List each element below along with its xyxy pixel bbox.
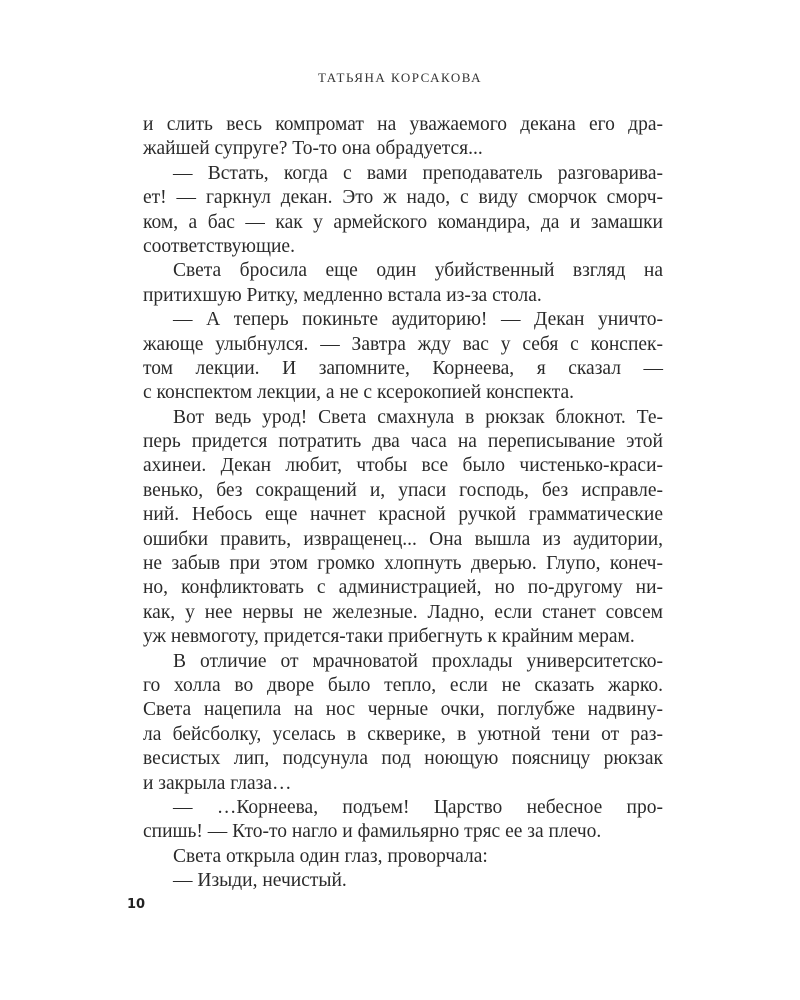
text-line: Вот ведь урод! Света смахнула в рюкзак блокнот. Те- — [173, 406, 663, 428]
text-line: го холла во дворе было тепло, если не сказать жарко. — [143, 674, 663, 696]
text-line: том лекции. И запомните, Корнеева, я сказал — — [143, 357, 663, 379]
text-line: и закрыла глаза… — [143, 772, 292, 794]
text-line: — …Корнеева, подъем! Царство небесное про- — [173, 796, 663, 818]
text-line: — Изыди, нечистый. — [173, 870, 347, 892]
running-title: ТАТЬЯНА КОРСАКОВА — [318, 70, 482, 85]
text-line: ошибки править, извращенец... Она вышла из аудитории, — [143, 528, 663, 550]
text-line: — Встать, когда с вами преподаватель разговарива- — [173, 162, 663, 184]
text-line: спишь! — Кто-то нагло и фамильярно тряс ее за плечо. — [143, 821, 602, 843]
text-line: жайшей супруге? То-то она обрадуется... — [143, 138, 483, 160]
text-line: ком, а бас — как у армейского командира, да и замашки — [143, 211, 663, 233]
text-line: Света открыла один глаз, проворчала: — [173, 845, 488, 867]
text-line: не забыв при этом громко хлопнуть дверью. Глупо, конеч- — [143, 553, 663, 575]
text-line: с конспектом лекции, а не с ксерокопией конспекта. — [143, 382, 574, 404]
page-number: 10 — [127, 897, 146, 912]
text-line: — А теперь покиньте аудиторию! — Декан уничто- — [173, 309, 663, 331]
text-line: притихшую Ритку, медленно встала из-за стола. — [143, 284, 542, 306]
page-body-text — [143, 113, 663, 894]
text-line: и слить весь компромат на уважаемого декана его дра- — [143, 114, 663, 135]
text-line: ний. Небось еще начнет красной ручкой грамматические — [143, 504, 663, 526]
text-line: весистых лип, подсунула под ноющую поясницу рюкзак — [143, 748, 663, 770]
text-line: Света нацепила на нос черные очки, поглубже надвину- — [143, 699, 663, 721]
text-line: перь придется потратить два часа на переписывание этой — [143, 431, 663, 453]
text-line: жающе улыбнулся. — Завтра жду вас у себя с конспек- — [143, 333, 663, 355]
text-line: уж невмоготу, придется-таки прибегнуть к крайним мерам. — [143, 626, 635, 648]
text-line: ла бейсболку, уселась в скверике, в уютной тени от раз- — [143, 723, 663, 745]
text-line: но, конфликтовать с администрацией, но по-другому ни- — [143, 577, 663, 599]
text-line: Света бросила еще один убийственный взгляд на — [173, 260, 663, 282]
text-line: венько, без сокращений и, упаси господь, без исправле- — [143, 479, 663, 501]
text-line: ахинеи. Декан любит, чтобы все было чистенько-краси- — [143, 455, 663, 477]
text-line: как, у нее нервы не железные. Ладно, если станет совсем — [143, 601, 663, 623]
text-line: соответствующие. — [143, 235, 295, 257]
text-line: ет! — гаркнул декан. Это ж надо, с виду сморчок сморч- — [143, 187, 663, 209]
text-line: В отличие от мрачноватой прохлады университетско- — [173, 650, 663, 672]
